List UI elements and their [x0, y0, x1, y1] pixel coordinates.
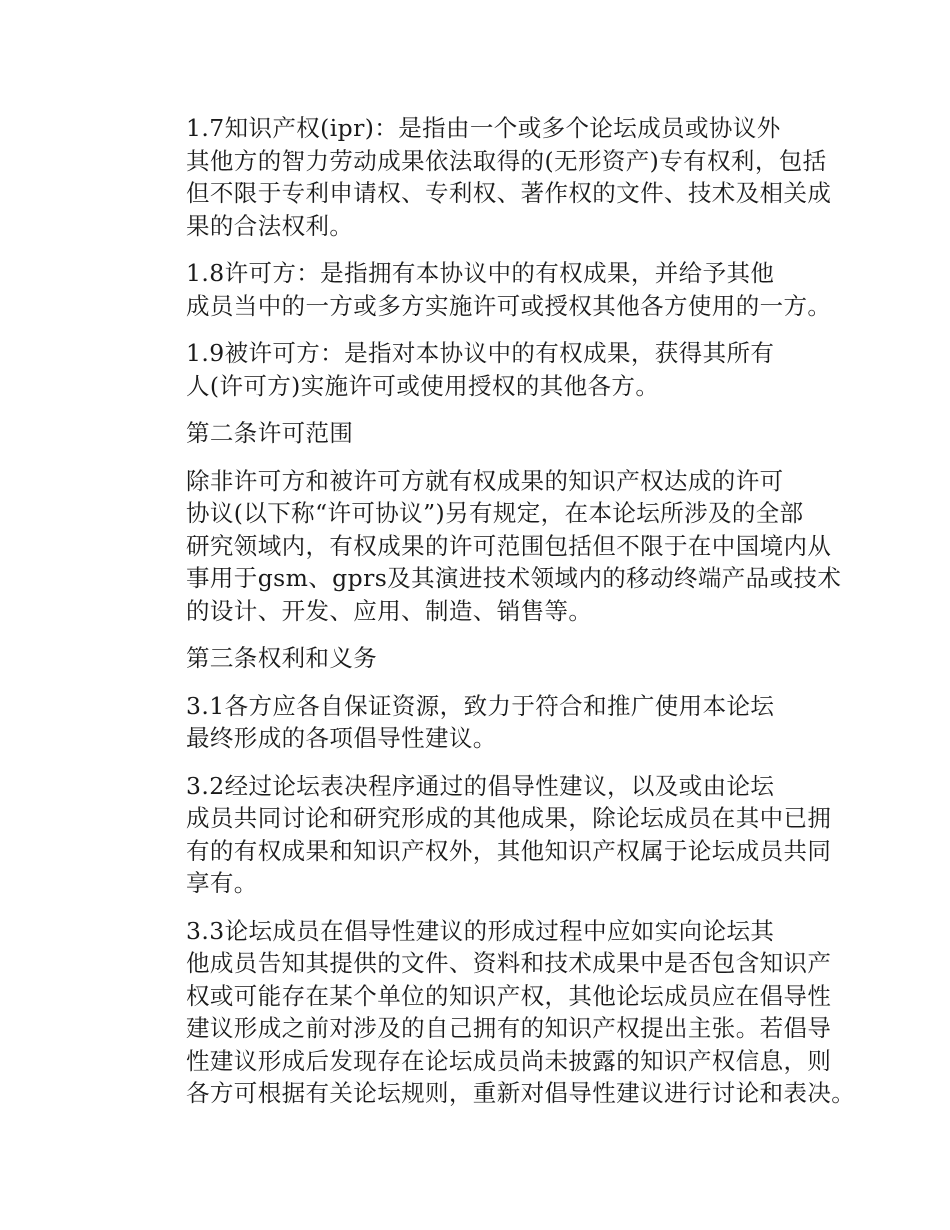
text-line: 3.1各方应各自保证资源，致力于符合和推广使用本论坛	[186, 691, 775, 720]
text-line: 享有。	[186, 869, 258, 897]
text-line: 1.8许可方：是指拥有本协议中的有权成果，并给予其他	[186, 259, 775, 287]
text-line: 性建议形成后发现存在论坛成员尚未披露的知识产权信息，则	[186, 1046, 832, 1075]
paragraph-1-8	[140, 257, 840, 322]
paragraph-3-1	[140, 690, 840, 755]
document-page	[140, 112, 856, 1125]
text-line: 其他方的智力劳动成果依法取得的(无形资产)专有权利，包括	[186, 146, 827, 175]
text-line: 3.3论坛成员在倡导性建议的形成过程中应如实向论坛其	[186, 916, 775, 945]
section-heading-3	[140, 642, 840, 675]
paragraph-3-2	[140, 770, 840, 900]
text-line: 权或可能存在某个单位的知识产权，其他论坛成员应在倡导性	[186, 981, 832, 1010]
text-line: 果的合法权利。	[186, 211, 354, 240]
text-line: 建议形成之前对涉及的自己拥有的知识产权提出主张。若倡导	[186, 1014, 832, 1042]
text-line: 成员共同讨论和研究形成的其他成果，除论坛成员在其中已拥	[186, 804, 832, 832]
text-line: 各方可根据有关论坛规则，重新对倡导性建议进行讨论和表决。	[186, 1079, 856, 1107]
text-line: 的设计、开发、应用、制造、销售等。	[186, 596, 593, 625]
text-line: 研究领域内，有权成果的许可范围包括但不限于在中国境内从	[186, 531, 832, 560]
text-line: 最终形成的各项倡导性建议。	[186, 724, 497, 752]
text-line: 除非许可方和被许可方就有权成果的知识产权达成的许可	[186, 466, 784, 495]
text-line: 成员当中的一方或多方实施许可或授权其他各方使用的一方。	[186, 291, 832, 320]
heading-text: 第三条权利和义务	[186, 644, 378, 672]
paragraph-1-9	[140, 337, 840, 402]
heading-text: 第二条许可范围	[186, 419, 354, 447]
text-line: 3.2经过论坛表决程序通过的倡导性建议，以及或由论坛	[186, 771, 775, 800]
text-line: 1.7知识产权(ipr)：是指由一个或多个论坛成员或协议外	[186, 114, 781, 142]
text-line: 协议(以下称“许可协议”)另有规定，在本论坛所涉及的全部	[186, 499, 804, 527]
paragraph-3-3	[140, 915, 856, 1110]
text-line: 1.9被许可方：是指对本协议中的有权成果，获得其所有	[186, 339, 775, 367]
text-line: 但不限于专利申请权、专利权、著作权的文件、技术及相关成	[186, 179, 832, 207]
text-line: 有的有权成果和知识产权外，其他知识产权属于论坛成员共同	[186, 836, 832, 865]
section-heading-2	[140, 417, 840, 450]
text-line: 他成员告知其提供的文件、资料和技术成果中是否包含知识产	[186, 949, 832, 977]
paragraph-2	[140, 465, 840, 628]
text-line: 人(许可方)实施许可或使用授权的其他各方。	[186, 371, 660, 400]
paragraph-1-7	[140, 112, 840, 242]
text-line: 事用于gsm、gprs及其演进技术领域内的移动终端产品或技术	[186, 564, 842, 592]
